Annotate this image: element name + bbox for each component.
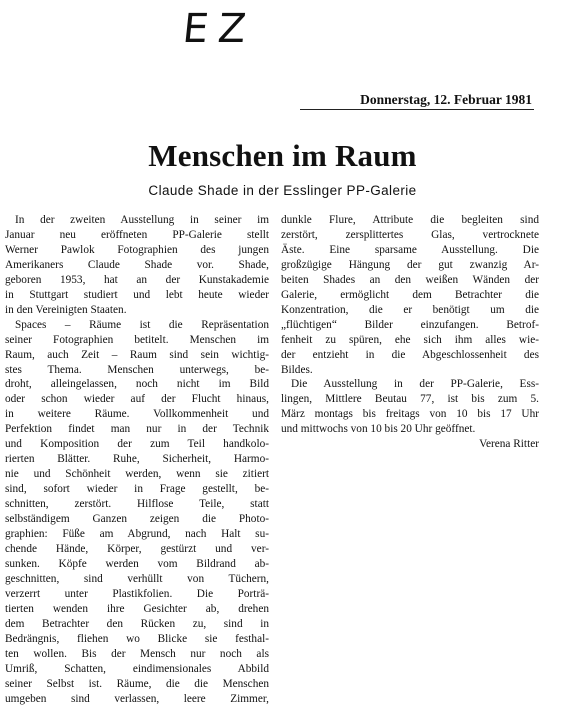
article-text-line: und Komposition der zum Teil handkolo- [5,437,269,452]
article-text-line: Die Ausstellung in der PP-Galerie, Ess- [281,377,539,392]
article-text-line: Bedrängnis, fliehen wo Blicke sie festhal- [5,632,269,647]
article-text-line: lingen, Mittlere Beutau 77, ist bis zum 5. [281,392,539,407]
article-text-line: dem Betrachter den Rücken zu, sind in [5,617,269,632]
article-text-line: sunken. Köpfe werden vom Bildrand ab- [5,557,269,572]
article-text-line: nie und Schönheit werden, wenn sie zitiert [5,467,269,482]
article-text-line: Umriß, Schatten, eindimensionales Abbild [5,662,269,677]
article-text-line: sind, sofort wieder in Frage gestellt, be- [5,482,269,497]
article-text-line: geschnitten, sind verhüllt von Tüchern, [5,572,269,587]
handwritten-annotation: EZ [181,6,259,52]
article-text-line: „flüchtigen“ Bilder einzufangen. Betrof- [281,318,539,333]
article-column-right [281,213,539,452]
article-text-line: dunkle Flure, Attribute die begleiten sind [281,213,539,228]
article-text-line: Galerie, ermöglicht dem Betrachter die [281,288,539,303]
article-text-line: Spaces – Räume ist die Repräsentation [5,318,269,333]
dateline-rule [300,109,534,110]
article-text-line: in weitere Räume. Vollkommenheit und [5,407,269,422]
article-text-line: in den Vereinigten Staaten. [5,303,269,318]
article-text-line: Äste. Eine sparsame Ausstellung. Die [281,243,539,258]
article-text-line: oder schon wieder auf der Flucht hinaus, [5,392,269,407]
article-text-line: ten wollen. Bis der Mensch nur noch als [5,647,269,662]
article-text-line: graphien: Füße am Abgrund, nach Halt su- [5,527,269,542]
article-text-line: zerstört, zersplittertes Glas, vertrocknete [281,228,539,243]
article-text-line: Perfektion findet man nur in der Technik [5,422,269,437]
article-text-line: verzerrt unter Plastikfolien. Die Porträ- [5,587,269,602]
article-text-line: seiner Fotographien betitelt. Menschen im [5,333,269,348]
article-text-line: Bildes. [281,363,539,378]
article-headline: Menschen im Raum [0,138,565,174]
article-text-line: rierten Blätter. Ruhe, Sicherheit, Harmo- [5,452,269,467]
article-text-line: in Stuttgart studiert und lebt heute wieder [5,288,269,303]
article-text-line: Amerikaners Claude Shade vor. Shade, [5,258,269,273]
article-text-line: In der zweiten Ausstellung in seiner im [5,213,269,228]
article-text-line: chende Hände, Körper, gestürzt und ver- [5,542,269,557]
article-text-line: März montags bis freitags von 10 bis 17 Uhr [281,407,539,422]
article-text-line: Werner Pawlok Fotographien des jungen [5,243,269,258]
article-text-line: und mittwochs von 10 bis 20 Uhr geöffnet. [281,422,539,437]
article-text-line: seiner Selbst ist. Räume, die die Menschen [5,677,269,692]
publication-date: Donnerstag, 12. Februar 1981 [300,92,532,108]
article-text-line: Konzentration, die er benötigt um die [281,303,539,318]
article-text-line: großzügige Hängung der gut zwanzig Ar- [281,258,539,273]
article-text-line: der entzieht in die Abgeschlossenheit des [281,348,539,363]
article-text-line: tierten wenden ihre Gesichter ab, drehen [5,602,269,617]
article-column-left [5,213,269,706]
article-text-line: droht, alleingelassen, noch nicht im Bild [5,377,269,392]
article-text-line: fenheit zu spüren, ehe sich ihm alles wie- [281,333,539,348]
article-text-line: geboren 1953, hat an der Kunstakademie [5,273,269,288]
article-text-line: stes Thema. Menschen unterwegs, be- [5,363,269,378]
article-text-line: Januar neu eröffneten PP-Galerie stellt [5,228,269,243]
article-text-line: Raum, auch Zeit – Raum sind sein wichtig- [5,348,269,363]
author-signature: Verena Ritter [281,437,539,452]
article-text-line: selbständigem Ganzen zeigen die Photo- [5,512,269,527]
article-subheadline: Claude Shade in der Esslinger PP-Galerie [0,183,565,198]
article-text-line: schnitten, zerstört. Hilflose Teile, statt [5,497,269,512]
article-text-line: umgeben sind verlassen, leere Zimmer, [5,692,269,706]
article-text-line: beiten Shades an den weißen Wänden der [281,273,539,288]
